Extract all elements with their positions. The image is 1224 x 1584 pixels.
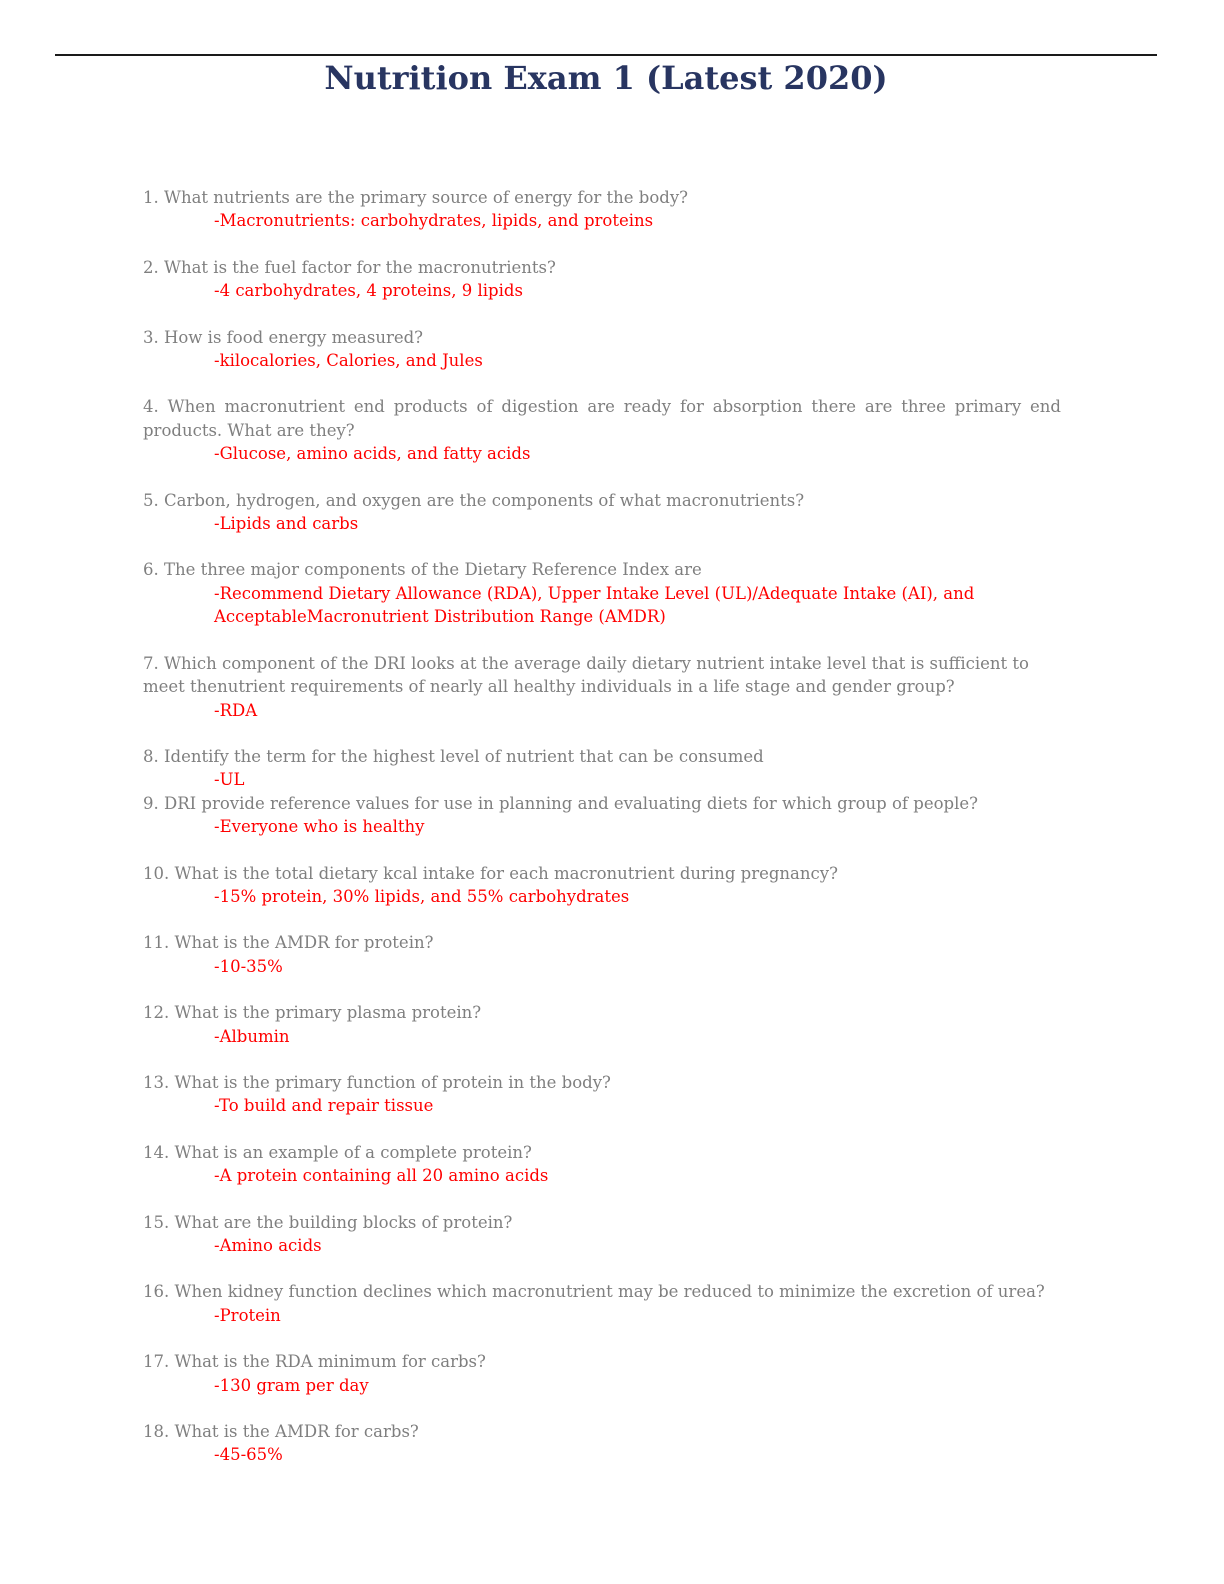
question-text: 8. Identify the term for the highest level of nutrient that can be consumed — [143, 746, 764, 766]
qa-item-14 — [143, 1141, 1061, 1188]
question-text: 9. DRI provide reference values for use in planning and evaluating diets for which group of people? — [143, 793, 978, 813]
question-text: 1. What nutrients are the primary source of energy for the body? — [143, 188, 689, 207]
qa-item-1 — [143, 186, 1061, 233]
qa-item-8 — [143, 745, 1061, 792]
question-text: 15. What are the building blocks of protein? — [143, 1212, 513, 1232]
qa-item-12 — [143, 1001, 1061, 1048]
qa-item-5 — [143, 489, 1061, 536]
qa-item-10 — [143, 862, 1061, 909]
answer-text: -Protein — [214, 1305, 281, 1325]
answer-text: -45-65% — [214, 1445, 283, 1465]
question-text: 6. The three major components of the Dietary Reference Index are — [143, 560, 702, 580]
question-text: 18. What is the AMDR for carbs? — [143, 1422, 419, 1442]
answer-text: -15% protein, 30% lipids, and 55% carbohydrates — [214, 886, 630, 906]
question-text: 2. What is the fuel factor for the macronutrients? — [143, 257, 556, 277]
answer-text: -Macronutrients: carbohydrates, lipids, and proteins — [214, 211, 654, 231]
answer-text: AcceptableMacronutrient Distribution Range (AMDR) — [214, 607, 666, 627]
qa-item-3 — [143, 326, 1061, 373]
question-text: 16. When kidney function declines which macronutrient may be reduced to minimize the excretion of urea? — [143, 1282, 1045, 1302]
answer-text: -4 carbohydrates, 4 proteins, 9 lipids — [214, 281, 523, 301]
qa-item-6 — [143, 558, 1061, 628]
answer-text: -Albumin — [214, 1026, 290, 1046]
question-text: 17. What is the RDA minimum for carbs? — [143, 1352, 486, 1372]
answer-text: -RDA — [214, 700, 258, 720]
answer-text: -Everyone who is healthy — [214, 817, 425, 837]
question-text: 13. What is the primary function of protein in the body? — [143, 1072, 611, 1092]
qa-item-4 — [143, 395, 1061, 465]
qa-item-11 — [143, 931, 1061, 978]
qa-item-18 — [143, 1420, 1061, 1467]
question-text: 14. What is an example of a complete protein? — [143, 1142, 532, 1162]
question-text: 3. How is food energy measured? — [143, 327, 424, 347]
header-rule — [55, 54, 1157, 56]
question-text: 12. What is the primary plasma protein? — [143, 1003, 482, 1023]
qa-item-7 — [143, 652, 1061, 722]
answer-text: -To build and repair tissue — [214, 1096, 434, 1116]
answer-text: -130 gram per day — [214, 1375, 369, 1395]
qa-item-17 — [143, 1350, 1061, 1397]
answer-text: -Glucose, amino acids, and fatty acids — [214, 444, 531, 464]
answer-text: -Recommend Dietary Allowance (RDA), Upper Intake Level (UL)/Adequate Intake (AI), and — [214, 583, 975, 603]
question-text: 4. When macronutrient end products of digestion are ready for absorption there are three primary end products. What are they? — [143, 397, 1061, 440]
question-text: 11. What is the AMDR for protein? — [143, 933, 434, 953]
question-text: 10. What is the total dietary kcal intake for each macronutrient during pregnancy? — [143, 863, 838, 883]
answer-text: -Amino acids — [214, 1236, 322, 1255]
answer-text: -UL — [214, 770, 245, 790]
qa-item-2 — [143, 256, 1061, 303]
answer-text: -kilocalories, Calories, and Jules — [214, 351, 483, 371]
question-text: 7. Which component of the DRI looks at the average daily dietary nutrient intake level that is sufficient to meet thenutrient requirements of nearly all healthy individuals in a life stage and gender group? — [143, 653, 1029, 697]
qa-item-15 — [143, 1211, 1061, 1258]
answer-text: -10-35% — [214, 956, 283, 976]
answer-text: -A protein containing all 20 amino acids — [214, 1166, 549, 1186]
answer-text: -Lipids and carbs — [214, 514, 359, 534]
qa-item-16 — [143, 1280, 1061, 1327]
qa-item-9 — [143, 792, 1061, 839]
question-text: 5. Carbon, hydrogen, and oxygen are the components of what macronutrients? — [143, 490, 805, 510]
qa-item-13 — [143, 1071, 1061, 1118]
question-list — [143, 186, 1061, 1467]
document-title: Nutrition Exam 1 (Latest 2020) — [324, 59, 888, 97]
